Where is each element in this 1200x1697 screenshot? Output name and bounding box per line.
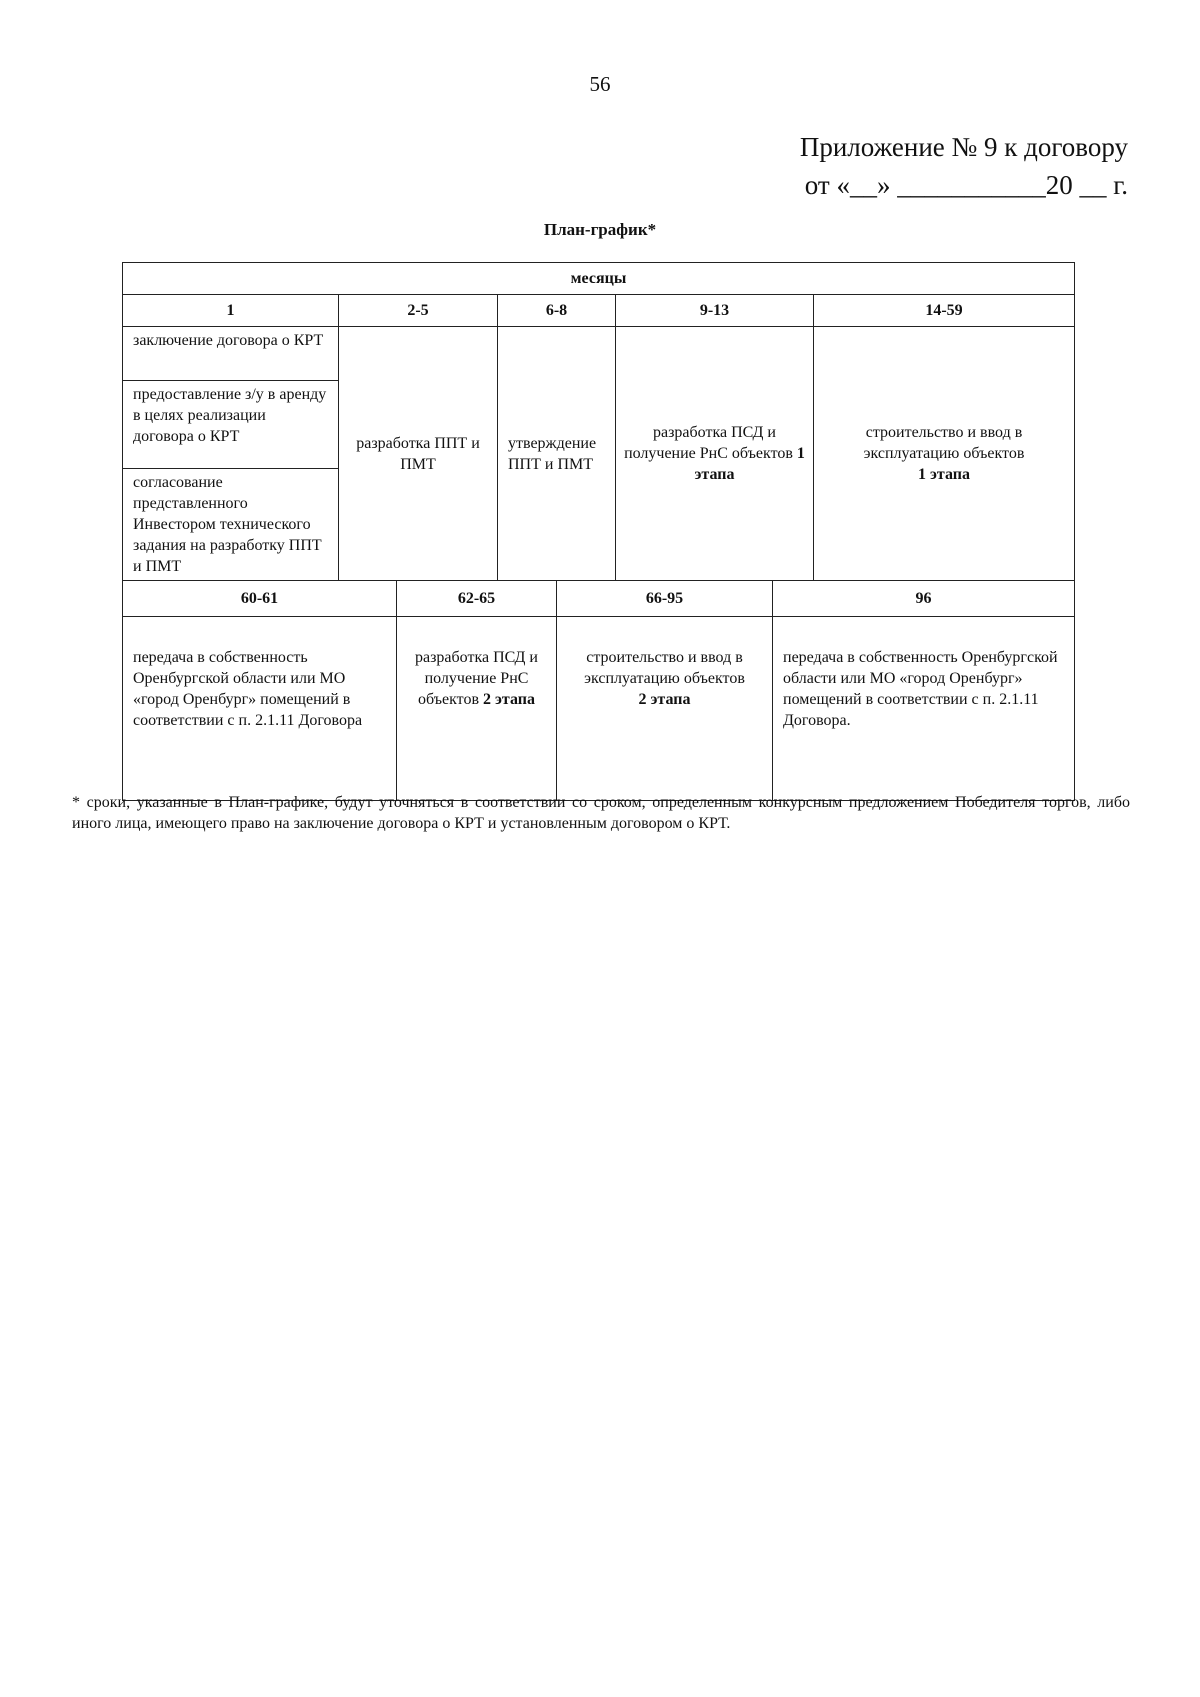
month-cell: 60-61: [123, 581, 397, 617]
appendix-line-2: от «__» ___________20 __ г.: [804, 170, 1128, 200]
task-text: передача в собственность Оренбургской области или МО «город Оренбург» помещений в соответствии с п. 2.1.11 Договора.: [783, 649, 1058, 729]
task-cell: [814, 327, 1075, 581]
task-cell: [616, 327, 814, 581]
task-cell: [397, 617, 557, 801]
month-cell: 14-59: [814, 295, 1075, 327]
task-text: разработка ПСД и получение РнС объектов: [415, 649, 538, 708]
stage-label: 2 этапа: [483, 691, 535, 708]
task-cell: предоставление з/у в аренду в целях реализации договора о КРТ: [123, 381, 339, 469]
months-header: месяцы: [123, 263, 1075, 295]
task-text: разработка ПСД и получение РнС объектов: [624, 424, 793, 462]
task-cell: [123, 617, 397, 801]
month-cell: 1: [123, 295, 339, 327]
month-cell: 62-65: [397, 581, 557, 617]
task-cell: разработка ППТ и ПМТ: [339, 327, 498, 581]
schedule-table: [122, 262, 1075, 801]
page-number: 56: [589, 72, 611, 96]
document-title: План-график*: [543, 220, 657, 239]
task-text: строительство и ввод в эксплуатацию объектов: [584, 649, 745, 687]
task-cell: [557, 617, 773, 801]
task-cell: заключение договора о КРТ: [123, 327, 339, 381]
task-text: строительство и ввод в эксплуатацию объектов: [863, 424, 1025, 462]
appendix-line-1: Приложение № 9 к договору: [799, 132, 1128, 162]
task-cell: [773, 617, 1075, 801]
month-cell: 96: [773, 581, 1075, 617]
task-text: передача в собственность Оренбургской области или МО «город Оренбург» помещений в соответствии с п. 2.1.11 Договора: [133, 649, 363, 729]
appendix-heading: [800, 128, 1128, 204]
month-cell: 9-13: [616, 295, 814, 327]
stage-label: 1 этапа: [918, 466, 970, 483]
stage-label: 2 этапа: [638, 691, 691, 708]
month-cell: 66-95: [557, 581, 773, 617]
task-cell: согласование представленного Инвестором технического задания на разработку ППТ и ПМТ: [123, 469, 339, 581]
stage-label: 1 этапа: [694, 445, 805, 483]
month-cell: 6-8: [498, 295, 616, 327]
month-cell: 2-5: [339, 295, 498, 327]
footnote: * сроки, указанные в План-графике, будут уточняться в соответствии со сроком, определенным конкурсным предложением Победителя торгов, либо иного лица, имеющего право на заключение договора о КРТ и установленным договором о КРТ.: [72, 794, 1130, 832]
task-cell: утверждение ППТ и ПМТ: [498, 327, 616, 581]
